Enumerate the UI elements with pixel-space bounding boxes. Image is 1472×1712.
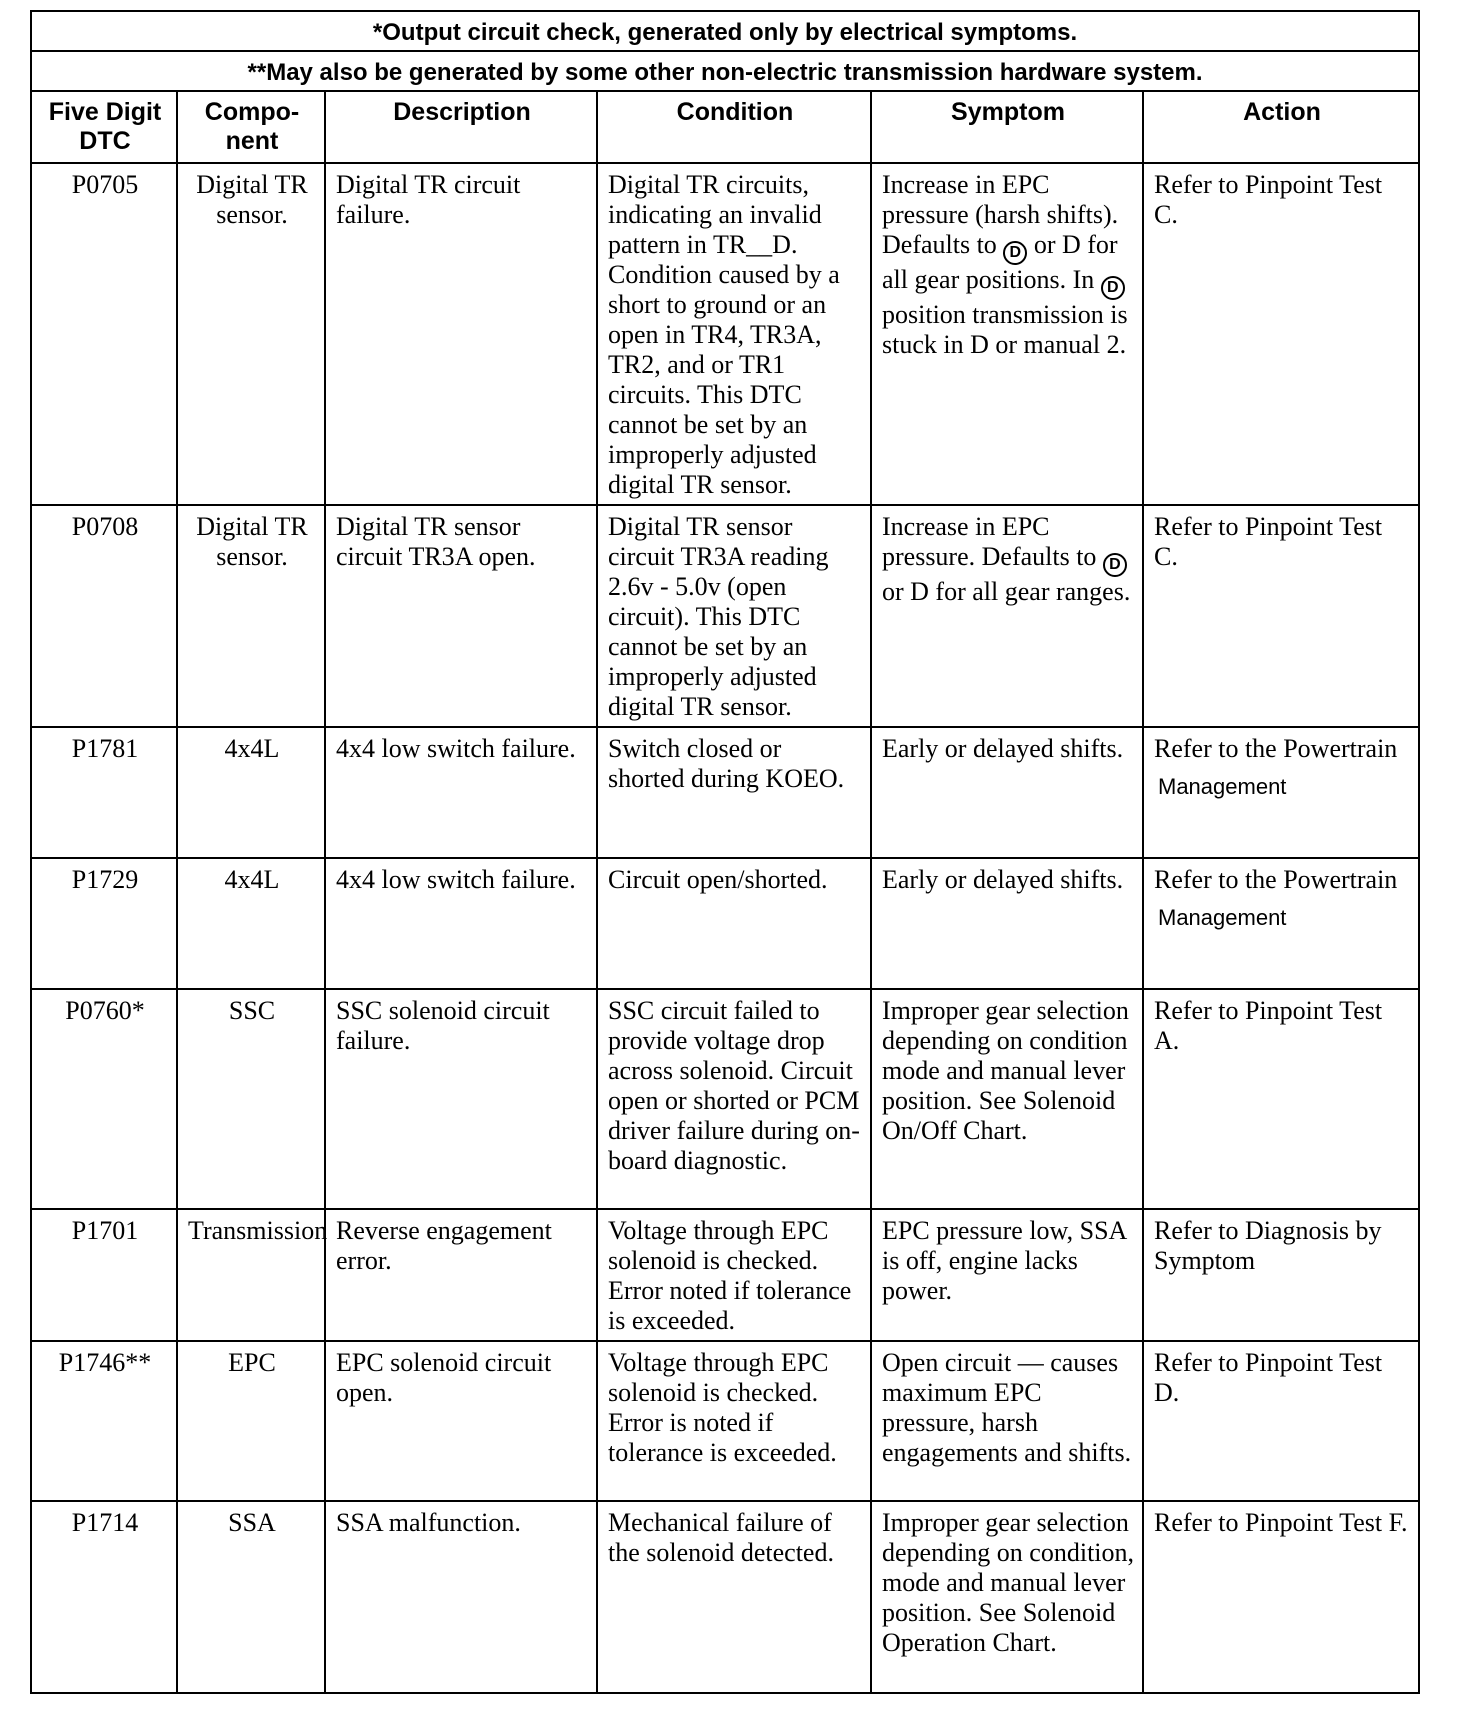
condition: Voltage through EPC solenoid is checked. Error noted if tolerance is exceeded. xyxy=(597,1209,871,1341)
action: Refer to Pinpoint Test A. xyxy=(1143,989,1419,1209)
dtc-code: P0705 xyxy=(31,163,177,505)
description: Digital TR circuit failure. xyxy=(325,163,597,505)
description: SSC solenoid circuit failure. xyxy=(325,989,597,1209)
action-text: Refer to the Powertrain xyxy=(1154,734,1398,763)
component: SSC xyxy=(177,989,325,1209)
dtc-table xyxy=(30,10,1420,1694)
action-note: Management xyxy=(1158,905,1287,930)
description: EPC solenoid circuit open. xyxy=(325,1341,597,1501)
condition: Switch closed or shorted during KOEO. xyxy=(597,727,871,858)
table-row xyxy=(31,163,1419,505)
condition: Circuit open/shorted. xyxy=(597,858,871,989)
overdrive-symbol-icon: D xyxy=(1101,276,1125,300)
component: 4x4L xyxy=(177,727,325,858)
note-non-electric: **May also be generated by some other non-electric transmission hardware system. xyxy=(31,51,1419,91)
table-row xyxy=(31,858,1419,989)
component: 4x4L xyxy=(177,858,325,989)
symptom-text: or D for all gear ranges. xyxy=(882,577,1131,606)
symptom: Early or delayed shifts. xyxy=(871,858,1143,989)
dtc-code: P1781 xyxy=(31,727,177,858)
action: Refer to Pinpoint Test F. xyxy=(1143,1501,1419,1693)
overdrive-symbol-icon: D xyxy=(1103,553,1127,577)
component: Digital TR sensor. xyxy=(177,163,325,505)
header-condition: Condition xyxy=(597,91,871,163)
description: SSA malfunction. xyxy=(325,1501,597,1693)
dtc-code: P0760* xyxy=(31,989,177,1209)
overdrive-symbol-icon: D xyxy=(1003,241,1027,265)
symptom-text: Increase in EPC pressure. Defaults to xyxy=(882,512,1097,571)
symptom: Open circuit — causes maximum EPC pressure, harsh engagements and shifts. xyxy=(871,1341,1143,1501)
condition: Voltage through EPC solenoid is checked. Error is noted if tolerance is exceeded. xyxy=(597,1341,871,1501)
note-row-2 xyxy=(31,51,1419,91)
table-row xyxy=(31,1341,1419,1501)
action xyxy=(1143,727,1419,858)
dtc-code: P1714 xyxy=(31,1501,177,1693)
symptom xyxy=(871,163,1143,505)
description: 4x4 low switch failure. xyxy=(325,858,597,989)
header-row xyxy=(31,91,1419,163)
dtc-code: P1746** xyxy=(31,1341,177,1501)
condition: Mechanical failure of the solenoid detected. xyxy=(597,1501,871,1693)
table-row xyxy=(31,1501,1419,1693)
condition: Digital TR circuits, indicating an invalid pattern in TR__D. Condition caused by a short to ground or an open in TR4, TR3A, TR2, and or TR1 circuits. This DTC cannot be set by an improperly adjusted digital TR sensor. xyxy=(597,163,871,505)
condition: Digital TR sensor circuit TR3A reading 2.6v - 5.0v (open circuit). This DTC cannot be set by an improperly adjusted digital TR sensor. xyxy=(597,505,871,727)
table-row xyxy=(31,727,1419,858)
condition: SSC circuit failed to provide voltage drop across solenoid. Circuit open or shorted or PCM driver failure during on-board diagnostic. xyxy=(597,989,871,1209)
action: Refer to Pinpoint Test C. xyxy=(1143,163,1419,505)
header-dtc: Five Digit DTC xyxy=(31,91,177,163)
dtc-code: P0708 xyxy=(31,505,177,727)
symptom: Improper gear selection depending on condition, mode and manual lever position. See Solenoid Operation Chart. xyxy=(871,1501,1143,1693)
symptom: Improper gear selection depending on condition mode and manual lever position. See Solenoid On/Off Chart. xyxy=(871,989,1143,1209)
symptom-text: Increase in EPC pressure (harsh shifts). Defaults to xyxy=(882,170,1119,259)
symptom-text: or D for all gear positions. In xyxy=(882,230,1118,294)
action-note: Management xyxy=(1158,774,1287,799)
symptom: Early or delayed shifts. xyxy=(871,727,1143,858)
action: Refer to Diagnosis by Symptom xyxy=(1143,1209,1419,1341)
action: Refer to Pinpoint Test D. xyxy=(1143,1341,1419,1501)
action: Refer to Pinpoint Test C. xyxy=(1143,505,1419,727)
action xyxy=(1143,858,1419,989)
note-row-1 xyxy=(31,11,1419,51)
table-row xyxy=(31,1209,1419,1341)
note-output-circuit: *Output circuit check, generated only by electrical symptoms. xyxy=(31,11,1419,51)
description: Reverse engagement error. xyxy=(325,1209,597,1341)
table-row xyxy=(31,989,1419,1209)
component: Digital TR sensor. xyxy=(177,505,325,727)
dtc-code: P1729 xyxy=(31,858,177,989)
symptom-text: position transmission is stuck in D or manual 2. xyxy=(882,300,1128,359)
header-component: Compo- nent xyxy=(177,91,325,163)
header-symptom: Symptom xyxy=(871,91,1143,163)
dtc-code: P1701 xyxy=(31,1209,177,1341)
component: Transmission xyxy=(177,1209,325,1341)
header-action: Action xyxy=(1143,91,1419,163)
table-row xyxy=(31,505,1419,727)
header-description: Description xyxy=(325,91,597,163)
symptom: EPC pressure low, SSA is off, engine lacks power. xyxy=(871,1209,1143,1341)
symptom xyxy=(871,505,1143,727)
component: SSA xyxy=(177,1501,325,1693)
description: 4x4 low switch failure. xyxy=(325,727,597,858)
component: EPC xyxy=(177,1341,325,1501)
action-text: Refer to the Powertrain xyxy=(1154,865,1398,894)
description: Digital TR sensor circuit TR3A open. xyxy=(325,505,597,727)
